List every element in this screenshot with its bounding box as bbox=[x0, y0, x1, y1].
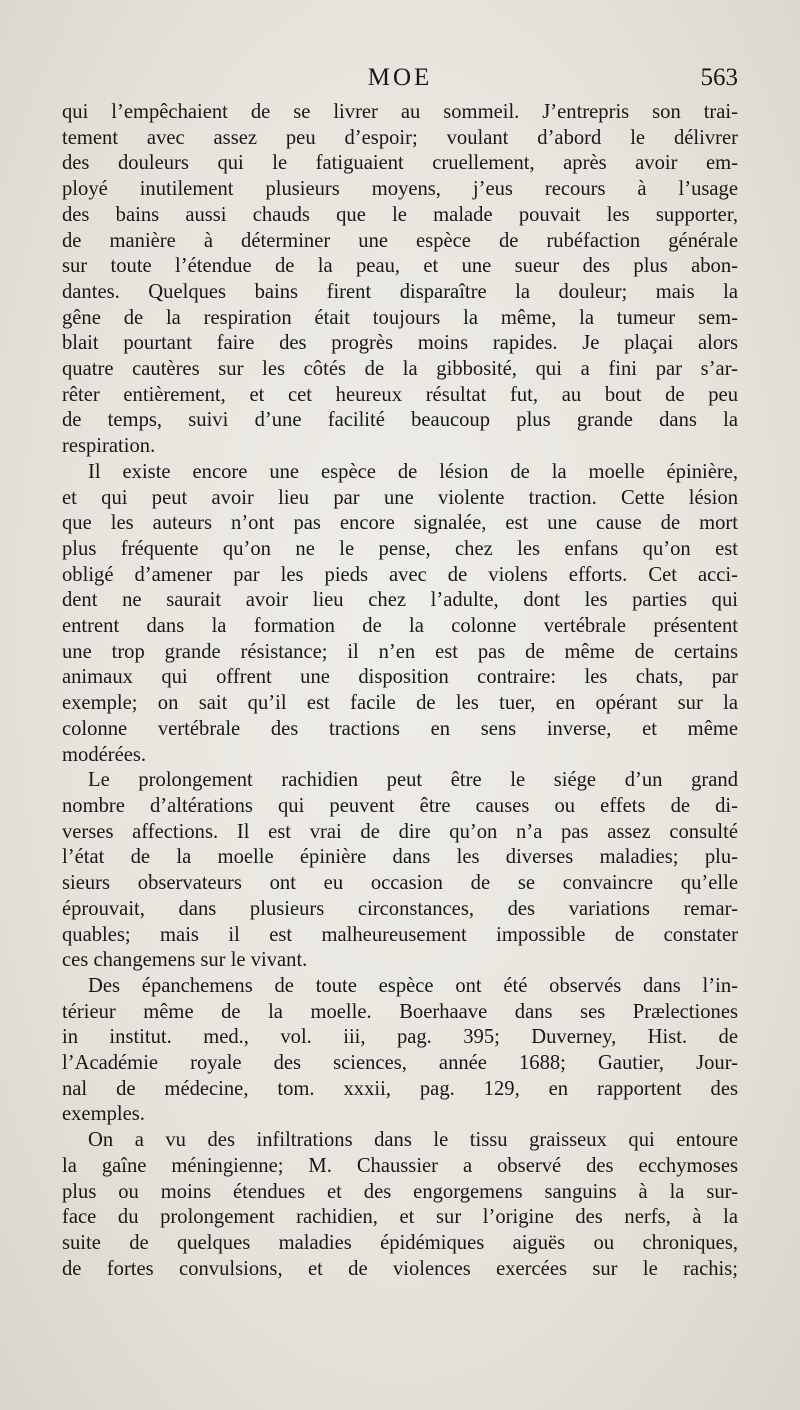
text-line: plus fréquente qu’on ne le pense, chez les enfans qu’on est bbox=[62, 537, 738, 560]
text-line: Le prolongement rachidien peut être le siége d’un grand bbox=[88, 769, 738, 792]
paragraph-5 bbox=[62, 1128, 738, 1282]
text-line: l’Académie royale des sciences, année 1688; Gautier, Jour- bbox=[62, 1052, 738, 1075]
page-number: 563 bbox=[700, 64, 738, 91]
text-line: suite de quelques maladies épidémiques aiguës ou chroniques, bbox=[62, 1231, 738, 1254]
text-line: de temps, suivi d’une facilité beaucoup plus grande dans la bbox=[62, 409, 738, 432]
text-line: la gaîne méningienne; M. Chaussier a observé des ecchymoses bbox=[62, 1154, 738, 1177]
text-line: térieur même de la moelle. Boerhaave dans ses Prælectiones bbox=[62, 1000, 738, 1023]
paragraph-4 bbox=[62, 974, 738, 1128]
text-line: exemple; on sait qu’il est facile de les tuer, en opérant sur la bbox=[62, 692, 738, 715]
running-head bbox=[62, 64, 738, 100]
text-line: verses affections. Il est vrai de dire qu’on n’a pas assez consulté bbox=[62, 820, 738, 843]
text-line: plus ou moins étendues et des engorgemens sanguins à la sur- bbox=[62, 1180, 738, 1203]
text-line: colonne vertébrale des tractions en sens inverse, et même bbox=[62, 717, 738, 740]
text-line: éprouvait, dans plusieurs circonstances, des variations remar- bbox=[62, 897, 738, 920]
text-line: nombre d’altérations qui peuvent être causes ou effets de di- bbox=[62, 794, 738, 817]
text-line: des douleurs qui le fatiguaient cruellement, après avoir em- bbox=[62, 152, 738, 175]
text-line: des bains aussi chauds que le malade pouvait les supporter, bbox=[62, 203, 738, 226]
text-line: quatre cautères sur les côtés de la gibbosité, qui a fini par s’ar- bbox=[62, 358, 738, 381]
text-line: Des épanchemens de toute espèce ont été observés dans l’in- bbox=[88, 974, 738, 997]
text-line: une trop grande résistance; il n’en est pas de même de certains bbox=[62, 640, 738, 663]
text-line: face du prolongement rachidien, et sur l’origine des nerfs, à la bbox=[62, 1206, 738, 1229]
text-line: On a vu des infiltrations dans le tissu graisseux qui entoure bbox=[88, 1129, 738, 1152]
text-line: modérées. bbox=[62, 743, 147, 766]
text-line: exemples. bbox=[62, 1103, 145, 1126]
text-line: de fortes convulsions, et de violences exercées sur le rachis; bbox=[62, 1257, 738, 1280]
text-line: tement avec assez peu d’espoir; voulant d’abord le délivrer bbox=[62, 126, 738, 149]
body-text bbox=[62, 100, 738, 1282]
text-line: qui l’empêchaient de se livrer au sommeil. J’entrepris son trai- bbox=[62, 101, 738, 123]
text-line: sur toute l’étendue de la peau, et une sueur des plus abon- bbox=[62, 255, 738, 278]
text-line: ployé inutilement plusieurs moyens, j’eus recours à l’usage bbox=[62, 178, 738, 201]
text-line: quables; mais il est malheureusement impossible de constater bbox=[62, 923, 738, 946]
text-line: sieurs observateurs ont eu occasion de se convaincre qu’elle bbox=[62, 872, 738, 895]
paragraph-1 bbox=[62, 100, 738, 460]
text-line: ces changemens sur le vivant. bbox=[62, 949, 308, 972]
text-line: et qui peut avoir lieu par une violente traction. Cette lésion bbox=[62, 486, 738, 509]
text-line: dantes. Quelques bains firent disparaître la douleur; mais la bbox=[62, 280, 738, 303]
text-line: in institut. med., vol. iii, pag. 395; Duverney, Hist. de bbox=[62, 1026, 738, 1049]
text-line: de manière à déterminer une espèce de rubéfaction générale bbox=[62, 229, 738, 252]
text-line: obligé d’amener par les pieds avec de violens efforts. Cet acci- bbox=[62, 563, 738, 586]
text-line: entrent dans la formation de la colonne vertébrale présentent bbox=[62, 615, 738, 638]
text-line: blait pourtant faire des progrès moins rapides. Je plaçai alors bbox=[62, 332, 738, 355]
paragraph-2 bbox=[62, 460, 738, 768]
text-line: respiration. bbox=[62, 435, 156, 458]
text-line: que les auteurs n’ont pas encore signalée, est une cause de mort bbox=[62, 512, 738, 535]
text-line: rêter entièrement, et cet heureux résultat fut, au bout de peu bbox=[62, 383, 738, 406]
text-line: gêne de la respiration était toujours la même, la tumeur sem- bbox=[62, 306, 738, 329]
text-line: Il existe encore une espèce de lésion de la moelle épinière, bbox=[88, 460, 738, 483]
paragraph-3 bbox=[62, 768, 738, 974]
text-line: animaux qui offrent une disposition contraire: les chats, par bbox=[62, 666, 738, 689]
text-line: dent ne saurait avoir lieu chez l’adulte, dont les parties qui bbox=[62, 589, 738, 612]
text-line: l’état de la moelle épinière dans les diverses maladies; plu- bbox=[62, 846, 738, 869]
text-line: nal de médecine, tom. xxxii, pag. 129, en rapportent des bbox=[62, 1077, 738, 1100]
running-title: MOE bbox=[367, 64, 433, 91]
